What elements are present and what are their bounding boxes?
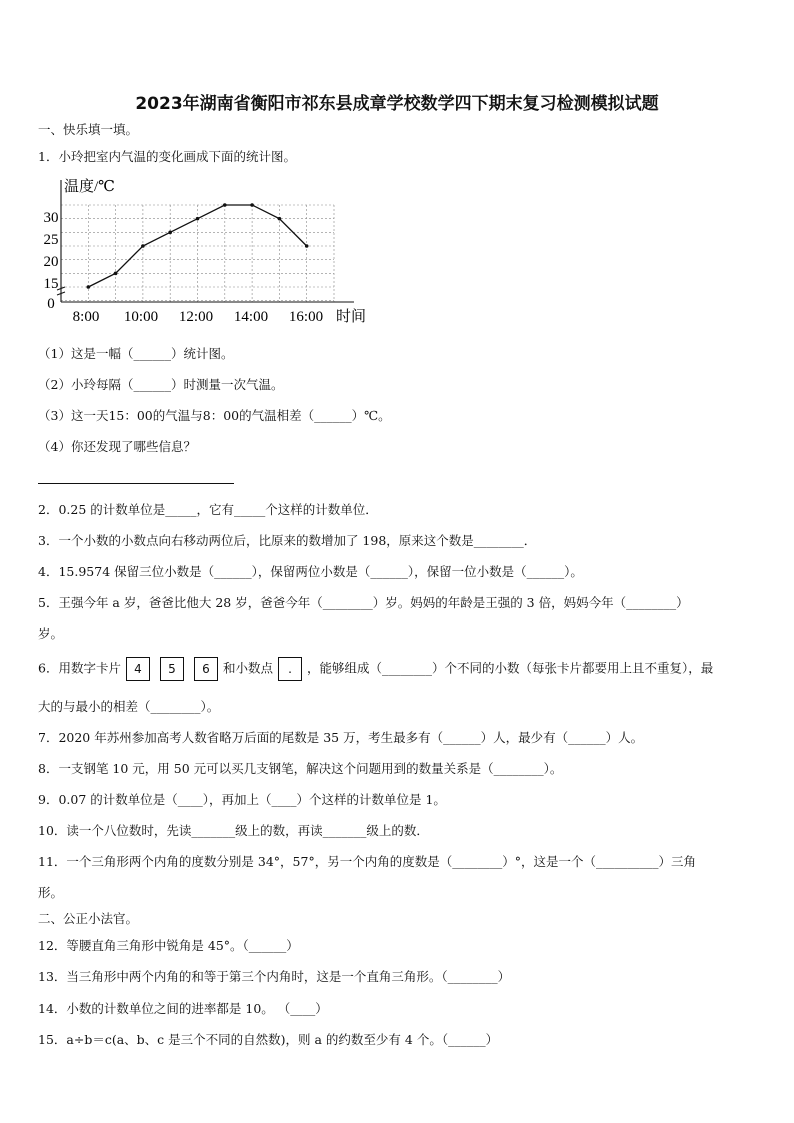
temperature-line-chart [38,172,378,328]
question-14: 14．小数的计数单位之间的进率都是 10。 （____） [38,1001,328,1016]
data-point [196,217,200,221]
question-1-part-2: （2）小玲每隔（______）时测量一次气温。 [38,377,284,392]
question-6-line-2: 大的与最小的相差（________）。 [38,699,220,714]
data-point [223,203,227,207]
question-6-mid: 和小数点 [222,660,273,676]
y-tick-label: 0 [47,296,55,312]
x-tick-label: 10:00 [123,309,159,325]
y-axis-label: 温度/℃ [64,179,115,195]
question-5-line-1: 5．王强今年 a 岁，爸爸比他大 28 岁，爸爸今年（________）岁。妈妈的年龄是王强的 3 倍，妈妈今年（________） [38,595,689,610]
data-point [114,272,118,276]
answer-line [38,483,234,484]
question-1-part-3: （3）这一天15：00的气温与8：00的气温相差（______）℃。 [38,408,391,423]
question-7: 7．2020 年苏州参加高考人数省略万后面的尾数是 35 万，考生最多有（______）人，最少有（______）人。 [38,730,644,745]
data-point [168,231,172,235]
question-6-suffix: ，能够组成（________）个不同的小数（每张卡片都要用上且不重复），最 [306,660,714,676]
question-6-prefix: 6．用数字卡片 [38,660,121,676]
decimal-point-card: . [278,657,302,681]
question-8: 8．一支钢笔 10 元，用 50 元可以买几支钢笔，解决这个问题用到的数量关系是（________）。 [38,761,563,776]
y-tick-label: 15 [43,276,59,292]
question-5-line-2: 岁。 [38,626,64,641]
question-1-part-1: （1）这是一幅（______）统计图。 [38,346,234,361]
digit-card: 5 [160,657,184,681]
data-point [141,244,145,248]
question-11-line-2: 形。 [38,885,64,900]
x-axis-label: 时间 [336,309,367,325]
y-tick-label: 25 [43,232,59,248]
x-tick-label: 14:00 [233,309,269,325]
chart-axes [57,180,354,302]
y-tick-label: 30 [43,210,59,226]
question-1-part-4: （4）你还发现了哪些信息？ [38,439,196,454]
section-heading-2: 二、公正小法官。 [38,911,139,926]
question-9: 9．0.07 的计数单位是（____），再加上（____）个这样的计数单位是 1。 [38,792,446,807]
x-tick-label: 12:00 [178,309,214,325]
question-12: 12．等腰直角三角形中锐角是 45°。（______） [38,938,299,953]
page-title: 2023年湖南省衡阳市祁东县成章学校数学四下期末复习检测模拟试题 [135,94,659,114]
data-point [250,203,254,207]
question-4: 4．15.9574 保留三位小数是（______），保留两位小数是（______），保留一位小数是（______）。 [38,564,583,579]
question-15: 15．a÷b＝c(a、b、c 是三个不同的自然数)，则 a 的约数至少有 4 个。（______） [38,1032,499,1047]
y-tick-label: 20 [43,254,59,270]
question-1-stem: 1．小玲把室内气温的变化画成下面的统计图。 [38,149,296,164]
question-13: 13．当三角形中两个内角的和等于第三个内角时，这是一个直角三角形。（________） [38,969,511,984]
data-point [87,285,91,289]
question-2: 2．0.25 的计数单位是_____，它有_____个这样的计数单位． [38,502,378,517]
question-3: 3．一个小数的小数点向右移动两位后，比原来的数增加了 198，原来这个数是________． [38,533,537,548]
digit-card: 6 [194,657,218,681]
x-tick-label: 16:00 [288,309,324,325]
section-heading-1: 一、快乐填一填。 [38,122,139,137]
data-point [278,217,282,221]
question-11-line-1: 11．一个三角形两个内角的度数分别是 34°，57°，另一个内角的度数是（________）°，这是一个（__________）三角 [38,854,696,869]
digit-card: 4 [126,657,150,681]
x-tick-label: 8:00 [72,309,100,325]
question-6-line-1 [38,657,713,681]
data-point [305,244,309,248]
question-10: 10．读一个八位数时，先读_______级上的数，再读_______级上的数． [38,823,429,838]
